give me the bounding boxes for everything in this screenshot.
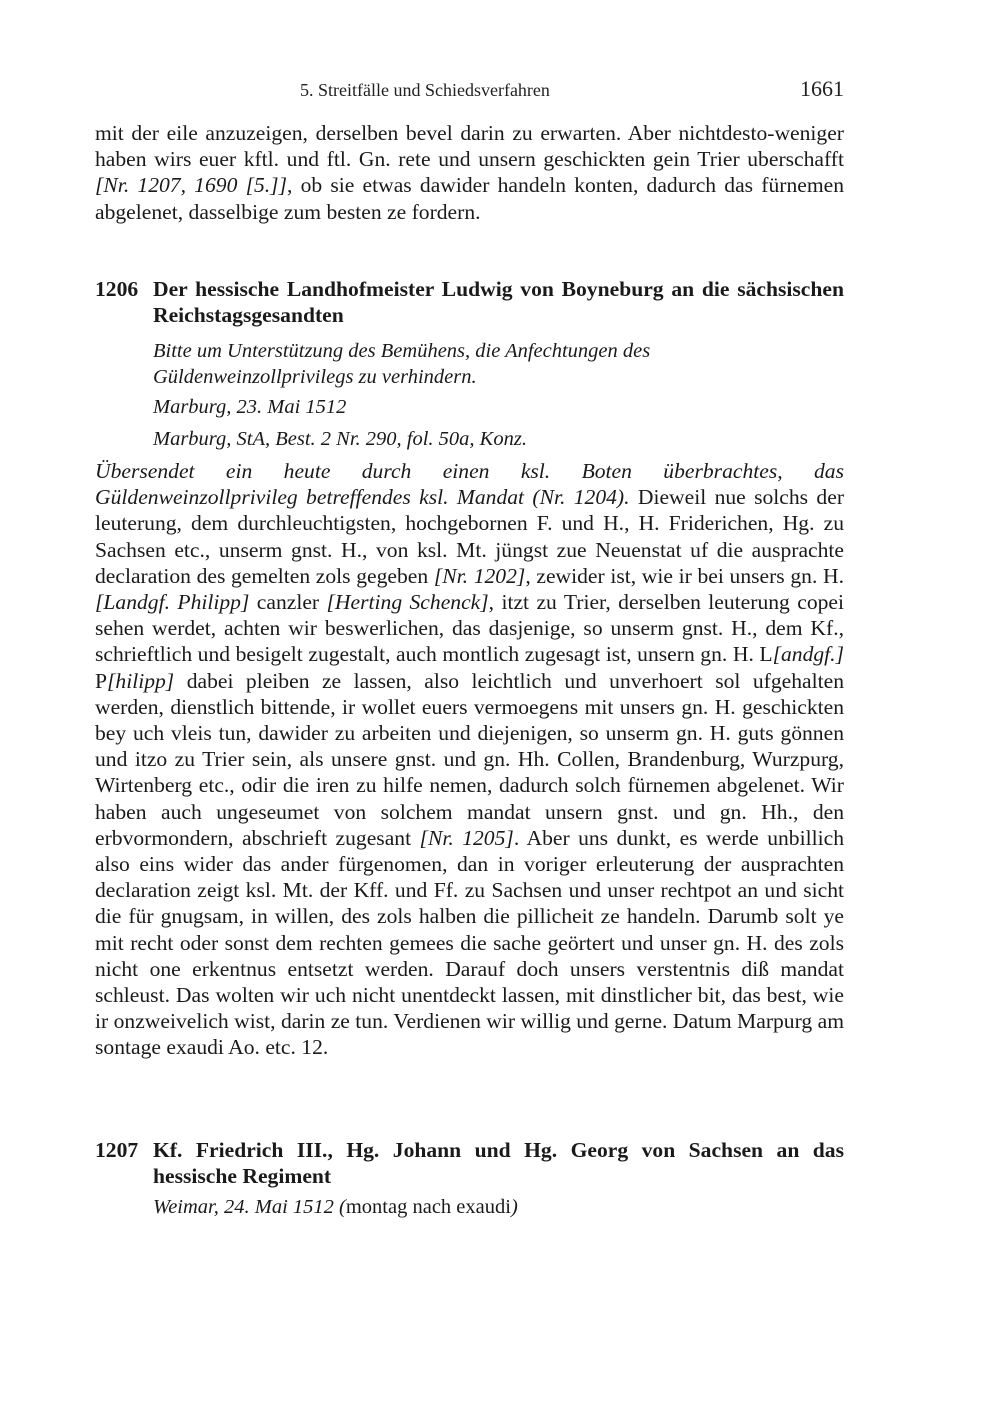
running-header: 5. Streitfälle und Schiedsverfahren xyxy=(300,80,550,100)
cross-reference: [Nr. 1207, 1690 [5.]] xyxy=(95,173,287,198)
text-segment: , ob sie etwas dawider handeln konten, dadurch das fürnemen abgelenet, dasselbige zum besten ze fordern. xyxy=(95,173,845,224)
place-date-close: ) xyxy=(510,1196,518,1218)
text-segment: P xyxy=(95,668,108,693)
place-date xyxy=(153,1194,844,1220)
text-segment: , itzt zu Trier, derselben leuterung copei sehen werdet, achten wir beswerlichen, das dasjenige, so unserm gnst. H., dem Kf., schrieftlich und besigelt zugestalt, auch montlich zugesagt ist, unsern gn. H. L xyxy=(95,590,845,667)
text-segment: , zewider ist, wie ir bei unsers gn. H. xyxy=(525,563,844,588)
place-date-italic: Weimar, 24. Mai 1512 ( xyxy=(153,1196,346,1218)
document-number: 1207 xyxy=(95,1138,139,1162)
editorial-note: [Landgf. Philipp] xyxy=(95,590,250,615)
archival-source: Marburg, StA, Best. 2 Nr. 290, fol. 50a, Konz. xyxy=(153,428,527,450)
place-date: Marburg, 23. Mai 1512 xyxy=(153,396,347,418)
editorial-summary: Übersendet ein heute durch einen ksl. Boten überbrachtes, das Güldenweinzollprivileg betreffendes ksl. Mandat (Nr. 1204). xyxy=(95,459,844,510)
document-title: Der hessische Landhofmeister Ludwig von Boyneburg an die sächsischen Reichstagsgesandten xyxy=(153,277,844,328)
text-segment: mit der eile anzuzeigen, derselben bevel darin zu erwarten. Aber nichtdesto-weniger haben wirs euer kftl. und ftl. Gn. rete und unsern geschickten gein Trier uberschafft xyxy=(95,121,844,172)
editorial-note: [Herting Schenck] xyxy=(326,590,489,615)
editorial-note: [hilipp] xyxy=(107,668,175,693)
document-text-1206 xyxy=(95,458,844,1061)
continuation-paragraph xyxy=(95,120,844,225)
editorial-note: [andgf.] xyxy=(772,642,844,667)
page-number: 1661 xyxy=(800,76,844,101)
text-segment: . Aber uns dunkt, es werde unbillich also eins wider das ander fürgenomen, dan in voriger erleuterung der ausprachten declaration zeigt ksl. Mt. der Kff. und Ff. zu Sachsen und unser rechtpot an und sicht die für gnugsam, in willen, des zols halben die pillicheit ze handeln. Darumb solt ye mit recht oder sonst dem rechten gemees die sache geörtert und unser gn. H. des zols nicht one erkentnus entsetzt werden. Darauf doch unsers verstentnis diß mandat schleust. Das wolten wir uch nicht unentdeckt lassen, mit dinstlicher bit, das best, wie ir onzweivelich wist, darin ze tun. Verdienen wir willig und gerne. Datum Marpurg am sontage exaudi Ao. etc. 12. xyxy=(95,825,844,1060)
cross-reference: [Nr. 1202] xyxy=(433,563,526,588)
document-number: 1206 xyxy=(95,277,139,301)
document-title: Kf. Friedrich III., Hg. Johann und Hg. Georg von Sachsen an das hessische Regiment xyxy=(153,1138,844,1189)
place-date-original: montag nach exaudi xyxy=(345,1196,511,1218)
text-segment: dabei pleiben ze lassen, also leichtlich und unverhoert sol ufgehalten werden, dienstlich bittende, ir wollet euers vermoegens mit unsers gn. H. geschickten bey uch vleis tun, dawider zu arbeiten und diejenigen, so unserm gn. H. guts gönnen und itzo zu Trier sein, als unsere gnst. und gn. Hh. Collen, Brandenburg, Wurzpurg, Wirtenberg etc., odir die iren zu hilfe nemen, dadurch solch fürnemen abgelenet. Wir haben auch ungeseumet von solchem mandat unsern gnst. und gn. Hh., den erbvormondern, abschrieft zugesant xyxy=(95,668,844,850)
document-summary: Bitte um Unterstützung des Bemühens, die Anfechtungen des Güldenweinzollprivilegs zu verhindern. xyxy=(153,340,651,388)
text-segment: canzler xyxy=(249,590,327,615)
cross-reference: [Nr. 1205] xyxy=(419,825,514,850)
text-segment: Dieweil nue solchs der leuterung, dem durchleuchtigsten, hochgebornen F. und H., H. Friderichen, Hg. zu Sachsen etc., unserm gnst. H., von ksl. Mt. jüngst zue Neuenstat uf die ausprachte declaration des gemelten zols gegeben xyxy=(95,485,845,588)
